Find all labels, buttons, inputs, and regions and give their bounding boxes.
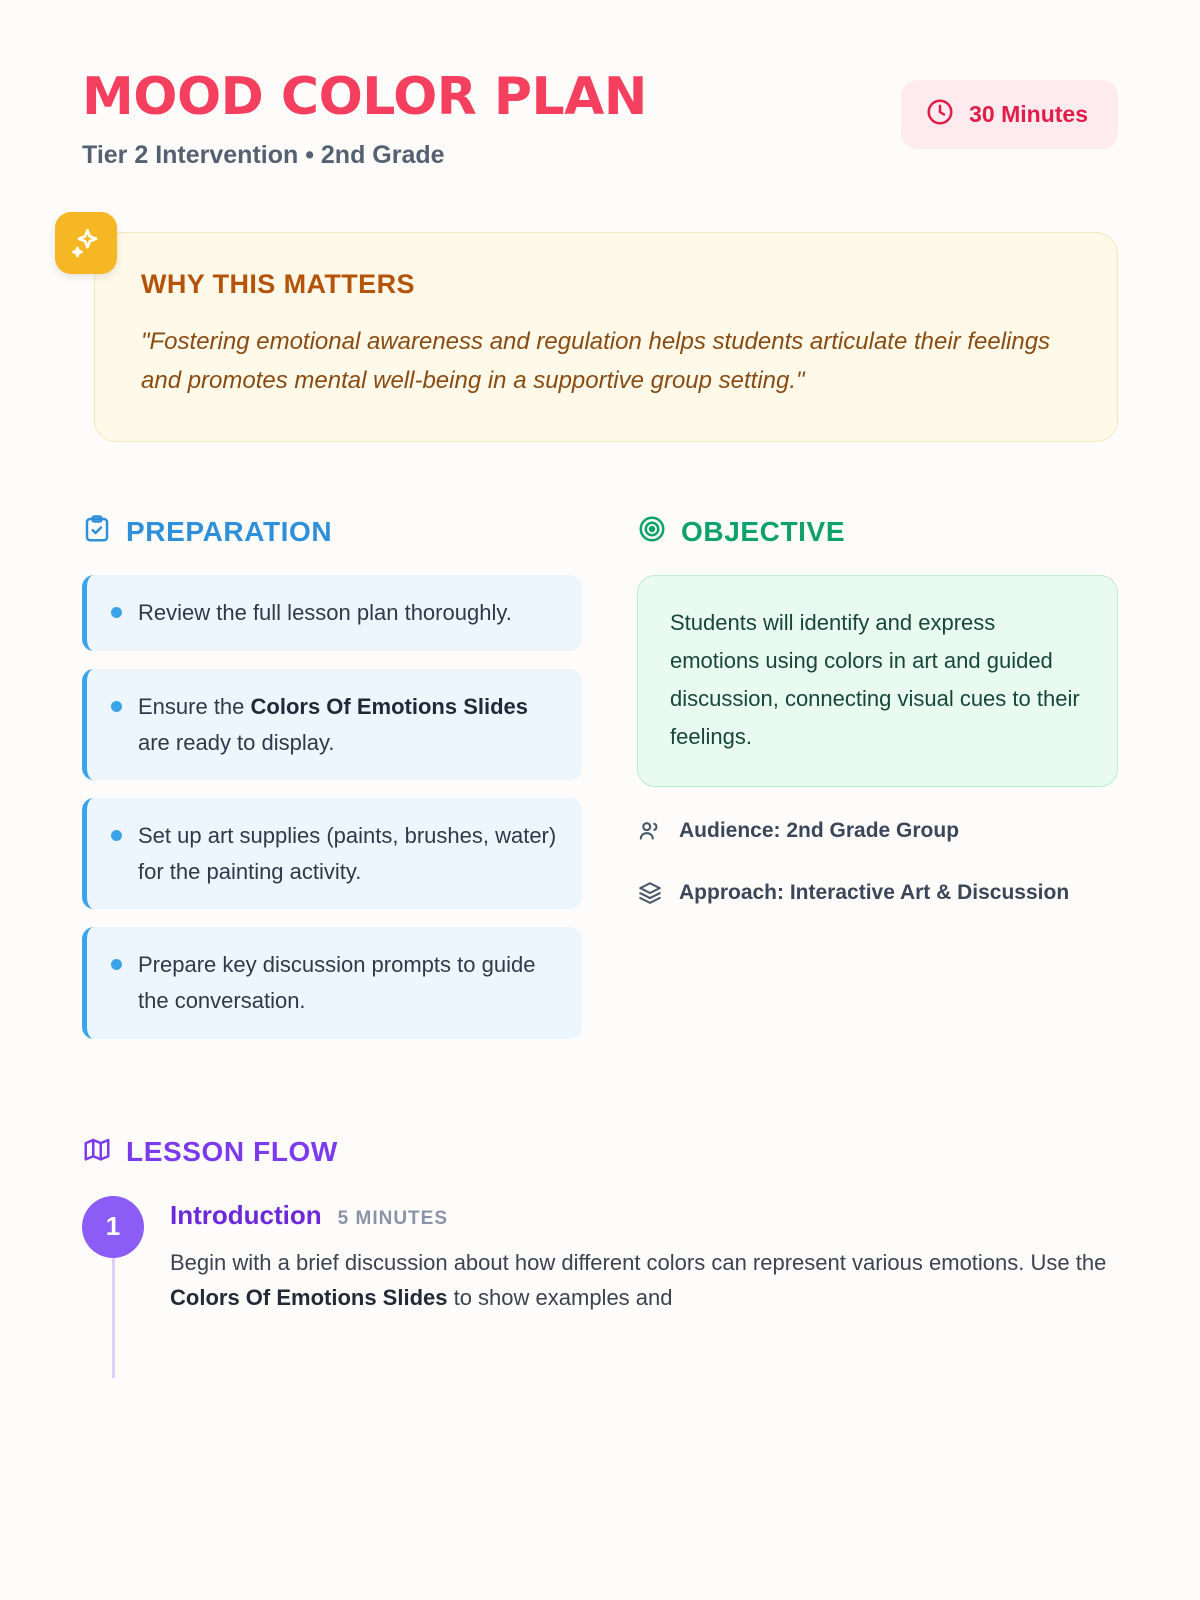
layers-icon <box>637 880 663 911</box>
objective-card <box>637 575 1118 786</box>
audience-row <box>637 815 1118 849</box>
step-title: Introduction <box>170 1199 322 1230</box>
prep-item-text: Set up art supplies (paints, brushes, water) for the painting activity. <box>138 823 557 884</box>
sparkle-icon <box>55 212 117 274</box>
bullet-icon <box>111 959 122 970</box>
why-quote: "Fostering emotional awareness and regulation helps students articulate their feelings and promotes mental well-being in a supportive group setting." <box>141 327 1051 395</box>
audience-text: Audience: 2nd Grade Group <box>679 818 960 842</box>
lesson-flow-section <box>82 1135 1118 1316</box>
objective-header <box>637 514 1118 549</box>
preparation-header <box>82 514 582 549</box>
bullet-icon <box>111 701 122 712</box>
users-icon <box>637 818 663 849</box>
prep-item <box>82 575 582 651</box>
step-header <box>170 1200 1118 1231</box>
step-description: Begin with a brief discussion about how different colors can represent various emotions. Use the Colors Of Emotions Slides to show examples and <box>170 1249 1107 1311</box>
page-title: MOOD COLOR PLAN <box>82 67 647 127</box>
content-columns <box>82 514 1118 1056</box>
page-subtitle: Tier 2 Intervention • 2nd Grade <box>82 140 445 169</box>
page-header <box>82 67 1118 170</box>
lesson-step <box>82 1196 1118 1316</box>
bullet-icon <box>111 607 122 618</box>
step-duration: 5 MINUTES <box>337 1207 448 1229</box>
lesson-flow-header <box>82 1135 1118 1170</box>
objective-text: Students will identify and express emotions using colors in art and guided discussion, connecting visual cues to their feelings. <box>670 610 1080 749</box>
bullet-icon <box>111 830 122 841</box>
duration-badge <box>901 80 1118 149</box>
prep-item <box>82 927 582 1038</box>
title-block <box>82 67 901 170</box>
clock-icon <box>925 97 955 132</box>
lesson-flow-title: LESSON FLOW <box>126 1136 338 1168</box>
step-number: 1 <box>82 1196 144 1258</box>
preparation-title: PREPARATION <box>126 515 333 547</box>
objective-title: OBJECTIVE <box>681 515 846 547</box>
duration-text: 30 Minutes <box>969 101 1088 127</box>
approach-text: Approach: Interactive Art & Discussion <box>679 880 1070 904</box>
clipboard-check-icon <box>82 514 112 549</box>
step-connector <box>112 1258 115 1378</box>
objective-section <box>637 514 1118 1056</box>
step-body <box>170 1196 1118 1316</box>
prep-item-text: Review the full lesson plan thoroughly. <box>138 600 512 626</box>
prep-item-text: Ensure the Colors Of Emotions Slides are ready to display. <box>138 693 528 755</box>
prep-item <box>82 669 582 780</box>
why-card <box>94 232 1118 443</box>
why-this-matters-section <box>82 232 1118 443</box>
prep-item-text: Prepare key discussion prompts to guide the conversation. <box>138 952 536 1013</box>
why-heading: WHY THIS MATTERS <box>141 268 415 299</box>
preparation-section <box>82 514 582 1056</box>
map-icon <box>82 1135 112 1170</box>
target-icon <box>637 514 667 549</box>
approach-row <box>637 877 1118 911</box>
prep-item <box>82 798 582 909</box>
